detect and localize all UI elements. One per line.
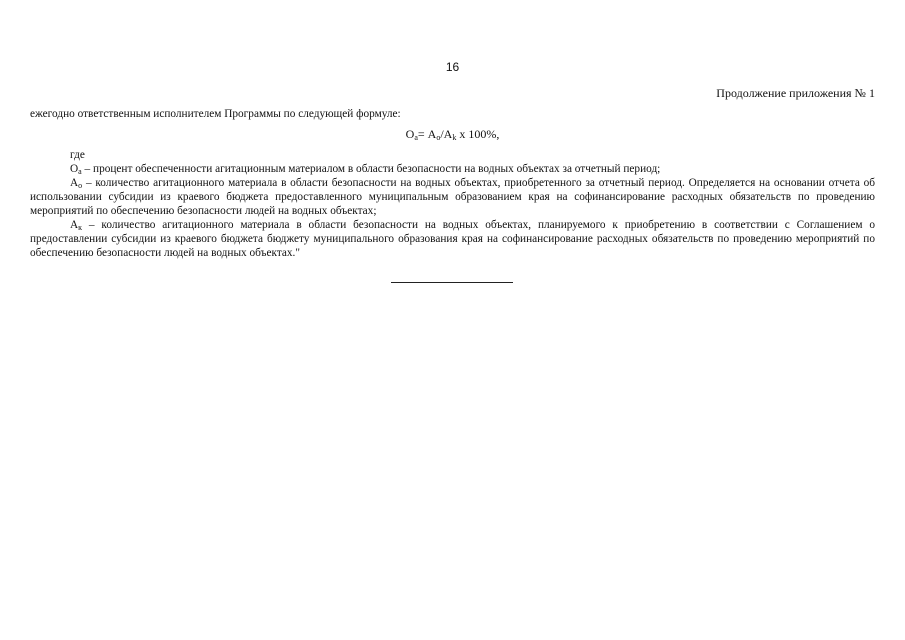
formula-mid2: /А — [440, 127, 453, 141]
appendix-continuation-note: Продолжение приложения № 1 — [716, 86, 875, 100]
where-word: где — [70, 149, 85, 161]
formula-lhs-sub: а — [414, 133, 418, 142]
definition-symbol-sub: к — [78, 223, 83, 232]
definition-symbol: А — [70, 219, 79, 231]
definition-text: – количество агитационного материала в области безопасности на водных объектах, приобретенного за отчетный период. Определяется на основании отчета об использовании субсидии из краевого бюджета предоставленного муниципальным образованием края на софинансирование расходных обязательств по проведению мероприятий по обеспечению безопасности людей на водных объектах; — [30, 177, 875, 217]
definition-text: – количество агитационного материала в области безопасности на водных объектах, планируемого к приобретению в соответствии с Соглашением о предоставлении субсидии из краевого бюджета бюджету муниципального образования края на софинансирование расходных обязательств по проведению мероприятий по обеспечению безопасности людей на водных объектах." — [30, 219, 875, 259]
intro-line: ежегодно ответственным исполнителем Программы по следующей формуле: — [30, 108, 401, 120]
definition-text: – процент обеспеченности агитационным материалом в области безопасности на водных объектах за отчетный период; — [81, 163, 661, 175]
definition-symbol: О — [70, 163, 79, 175]
formula — [30, 127, 875, 141]
definition-symbol-sub: о — [78, 181, 83, 190]
document-body — [30, 107, 875, 260]
definition-ao — [30, 176, 875, 218]
definition-symbol: А — [70, 177, 79, 189]
formula-sub2: k — [452, 133, 457, 142]
formula-lhs: О — [405, 127, 415, 141]
page-number: 16 — [445, 60, 460, 74]
formula-mid1: = А — [417, 127, 437, 141]
definition-symbol-sub: а — [78, 167, 82, 176]
end-separator-line — [391, 282, 513, 283]
definition-oa — [30, 162, 875, 176]
definition-ak — [30, 218, 875, 260]
formula-rhs: х 100%, — [456, 127, 500, 141]
formula-sub1: о — [436, 133, 441, 142]
